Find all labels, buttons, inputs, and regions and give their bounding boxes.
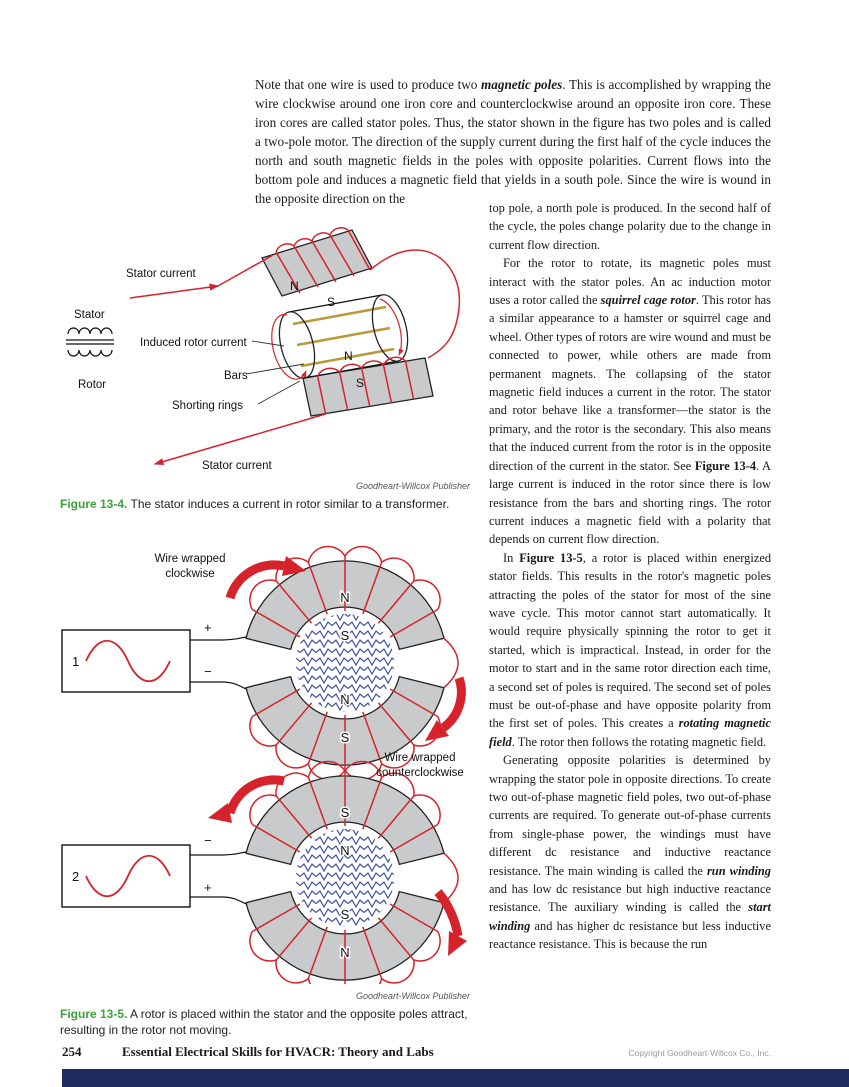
copyright-notice: Copyright Goodheart-Willcox Co., Inc. bbox=[628, 1048, 771, 1058]
label-wire-clockwise-line2: clockwise bbox=[165, 568, 215, 580]
minus-sign: − bbox=[204, 833, 212, 848]
pointer-line bbox=[258, 381, 300, 404]
transformer-symbol bbox=[66, 328, 114, 356]
pole-letter: S bbox=[340, 805, 350, 820]
plus-sign: + bbox=[204, 880, 212, 895]
stator-ring-1 bbox=[190, 546, 458, 779]
figure-credit: Goodheart-Willcox Publisher bbox=[356, 481, 470, 491]
book-title: Essential Electrical Skills for HVACR: Theory and Labs bbox=[122, 1044, 434, 1059]
source-1-number: 1 bbox=[72, 654, 80, 669]
label-stator-current-bottom: Stator current bbox=[202, 460, 272, 472]
figure-13-4 bbox=[60, 212, 470, 513]
label-stator: Stator bbox=[74, 309, 105, 321]
pole-letter-n-bottom: N bbox=[344, 349, 353, 363]
label-wire-clockwise-line1: Wire wrapped bbox=[154, 553, 226, 565]
label-induced-rotor-current: Induced rotor current bbox=[140, 337, 247, 349]
pole-letter: N bbox=[340, 945, 350, 960]
label-shorting-rings: Shorting rings bbox=[172, 400, 243, 412]
pole-letter: N bbox=[340, 692, 350, 707]
label-bars: Bars bbox=[224, 370, 248, 382]
current-in-arrow bbox=[130, 286, 218, 298]
label-wire-counterclockwise-line2: counterclockwise bbox=[376, 767, 464, 779]
figure-credit: Goodheart-Willcox Publisher bbox=[356, 991, 470, 1001]
paragraph: Generating opposite polarities is determined by wrapping the stator pole in opposite directions. To create two out-of-phase magnetic field poles, two out-of-phase currents are required. To generate out-of-phase currents from single-phase power, the windings must have different dc resistance and inductive reactance resistance. The main winding is called the run winding and has low dc resistance but high inductive reactance resistance. The auxiliary winding is called the start winding and has higher dc resistance but less inductive reactance resistance. This is because the run bbox=[489, 753, 771, 952]
paragraph: top pole, a north pole is produced. In the second half of the cycle, the poles change polarity due to the change in current flow direction. bbox=[489, 201, 771, 252]
label-wire-counterclockwise-line1: Wire wrapped bbox=[384, 752, 456, 764]
caption-text: A rotor is placed within the stator and the opposite poles attract, resulting in the rotor not moving. bbox=[60, 1007, 468, 1037]
pole-letter-s-top: S bbox=[327, 295, 336, 309]
figure-13-4-diagram bbox=[60, 212, 470, 474]
pole-letter: S bbox=[340, 628, 350, 643]
pole-letter-n-top: N bbox=[290, 279, 299, 293]
ac-source-1-box bbox=[62, 630, 190, 692]
caption-label: Figure 13-5. bbox=[60, 1007, 128, 1021]
ac-source-2-box bbox=[62, 845, 190, 907]
figure-13-4-caption bbox=[60, 497, 470, 513]
page-number: 254 bbox=[62, 1044, 82, 1059]
label-rotor: Rotor bbox=[78, 379, 107, 391]
diagram-1 bbox=[62, 546, 461, 779]
minus-sign: − bbox=[204, 664, 212, 679]
label-stator-current-top: Stator current bbox=[126, 268, 196, 280]
wire-right-loop bbox=[370, 250, 459, 358]
stator-ring-2 bbox=[190, 761, 458, 984]
caption-label: Figure 13-4. bbox=[60, 497, 128, 511]
pole-letter: S bbox=[340, 907, 350, 922]
diagram-2 bbox=[62, 752, 467, 984]
intro-paragraph: Note that one wire is used to produce two magnetic poles. This is accomplished by wrapping the wire clockwise around one iron core and counterclockwise around an opposite iron core. These iron cores are called stator poles. Thus, the stator shown in the figure has two poles and is called a two-pole motor. The direction of the supply current during the first half of the cycle induces the north and south magnetic fields in the poles with opposite polarities. Current flows into the bottom pole and induces a magnetic field that yields in a south pole. Since the wire is wound in the opposite direction on the bbox=[255, 77, 771, 206]
rotation-arrow-head bbox=[208, 803, 232, 823]
bottom-bar bbox=[62, 1069, 849, 1087]
pointer-line bbox=[252, 341, 284, 346]
plus-sign: + bbox=[204, 620, 212, 635]
right-column bbox=[489, 199, 771, 954]
source-2-number: 2 bbox=[72, 869, 80, 884]
pole-letter: S bbox=[340, 730, 350, 745]
figure-13-5-diagram bbox=[60, 540, 470, 984]
pole-letter: N bbox=[340, 590, 350, 605]
figure-13-5 bbox=[60, 540, 470, 1038]
pointer-line bbox=[246, 364, 304, 374]
paragraph: For the rotor to rotate, its magnetic poles must interact with the stator poles. An ac induction motor uses a rotor called the squirrel cage rotor. This rotor has a similar appearance to a hamster or squirrel cage and wheel. Other types of rotors are wire wound and must be connected to power, while others are made from permanent magnets. The collapsing of the stator magnetic field induces a current in the rotor. The stator and rotor behave like a transformer—the stator is the primary, and the rotor is the secondary. This also means that the induced current from the rotor is in the opposite direction of the current in the stator. See Figure 13-4. A large current is induced in the rotor since there is low resistance from the bars and shorting rings. The rotor current induces a magnetic field with a polarity that depends on current flow direction. bbox=[489, 256, 771, 547]
figure-13-5-caption bbox=[60, 1007, 470, 1038]
paragraph: In Figure 13-5, a rotor is placed within energized stator fields. This results in the rotor's magnetic poles attracting the poles of the stator for most of the sine wave cycle. This motor cannot start automatically. It would require physically spinning the rotor to get it started, which is impractical. Instead, in order for the motor to start and in the same rotor direction each time, a second set of poles is required. The second set of poles must be out-of-phase and have opposite polarity from the first set of poles. This creates a rotating magnetic field. The rotor then follows the rotating magnetic field. bbox=[489, 550, 772, 749]
caption-text: The stator induces a current in rotor similar to a transformer. bbox=[130, 497, 450, 511]
pole-letter-s-bottom: S bbox=[356, 376, 365, 390]
pole-letter: N bbox=[340, 843, 350, 858]
current-out-arrow bbox=[155, 414, 326, 464]
